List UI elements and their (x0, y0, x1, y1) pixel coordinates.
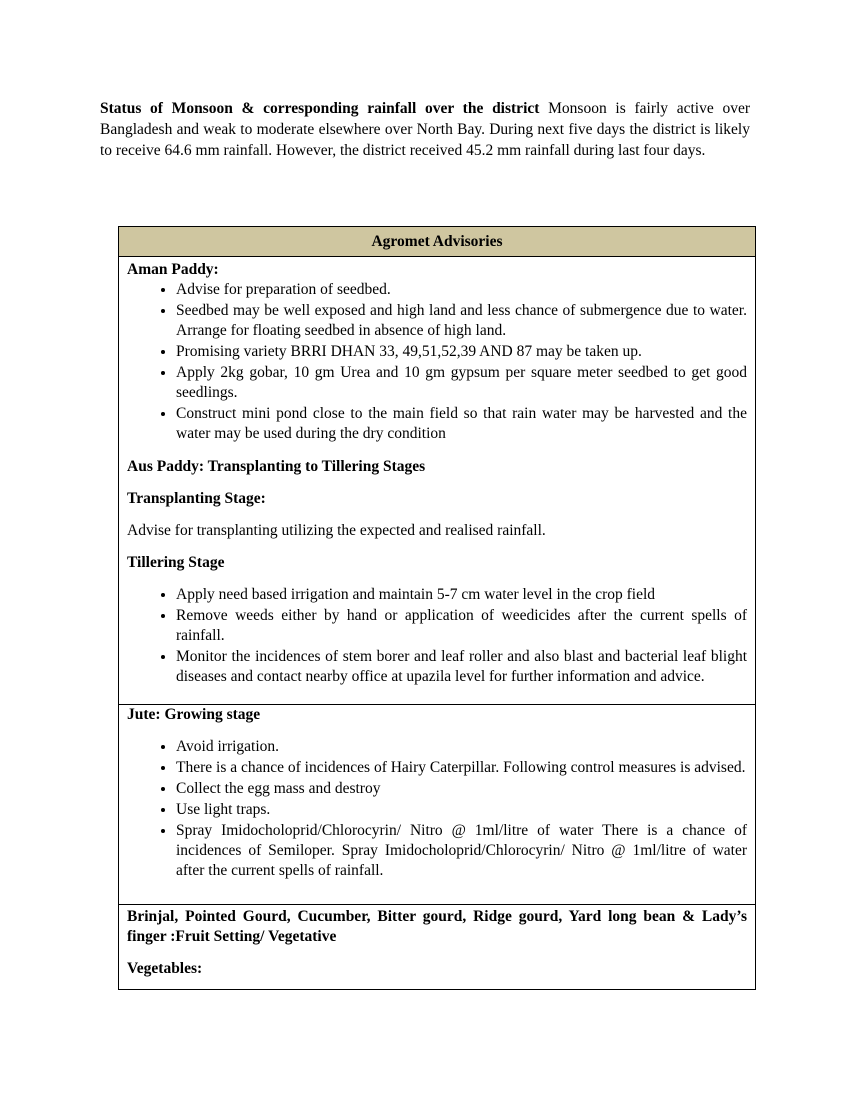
list-item: • Advise for preparation of seedbed. (176, 280, 747, 300)
list-item: • Use light traps. (176, 800, 747, 820)
monsoon-status-text: Monsoon is fairly active over Bangladesh and weak to moderate elsewhere over North Bay. During next five days the district is likely to receive 64.6 mm rainfall. However, the district received 45.2 mm rainfall during last four days. (100, 100, 751, 159)
monsoon-status-lead: Status of Monsoon & corresponding rainfall over the district (100, 100, 540, 117)
list-item: • Monitor the incidences of stem borer and leaf roller and also blast and bacterial leaf blight diseases and contact nearby office at upazila level for further information and advice. (176, 647, 747, 687)
list-item: • Collect the egg mass and destroy (176, 779, 747, 799)
tillering-stage-title: Tillering Stage (127, 554, 225, 571)
aus-paddy-title: Aus Paddy: Transplanting to Tillering Stages (127, 458, 426, 475)
vegetables-subtitle: Vegetables: (127, 960, 203, 977)
list-item: • There is a chance of incidences of Hairy Caterpillar. Following control measures is advised. (176, 758, 747, 778)
aman-paddy-list (127, 280, 747, 444)
list-item: • Construct mini pond close to the main field so that rain water may be harvested and the water may be used during the dry condition (176, 404, 747, 444)
aman-paddy-title: Aman Paddy: (127, 261, 219, 278)
table-header: Agromet Advisories (119, 227, 756, 257)
monsoon-status-paragraph (100, 98, 750, 161)
list-item: • Avoid irrigation. (176, 737, 747, 757)
jute-list (127, 737, 747, 881)
section-jute (119, 705, 756, 905)
transplanting-stage-text: Advise for transplanting utilizing the expected and realised rainfall. (127, 522, 546, 539)
tillering-stage-list (127, 585, 747, 687)
jute-title: Jute: Growing stage (127, 706, 261, 723)
transplanting-stage-title: Transplanting Stage: (127, 490, 266, 507)
section-aman-paddy (119, 257, 756, 705)
list-item: • Promising variety BRRI DHAN 33, 49,51,52,39 AND 87 may be taken up. (176, 342, 747, 362)
agromet-advisories-table (118, 226, 756, 990)
list-item: • Apply need based irrigation and maintain 5-7 cm water level in the crop field (176, 585, 747, 605)
section-vegetables (119, 905, 756, 990)
vegetables-crops-title: Brinjal, Pointed Gourd, Cucumber, Bitter gourd, Ridge gourd, Yard long bean & Lady’s finger :Fruit Setting/ Vegetative (127, 908, 747, 945)
list-item: • Apply 2kg gobar, 10 gm Urea and 10 gm gypsum per square meter seedbed to get good seedlings. (176, 363, 747, 403)
list-item: • Remove weeds either by hand or application of weedicides after the current spells of rainfall. (176, 606, 747, 646)
list-item: • Seedbed may be well exposed and high land and less chance of submergence due to water. Arrange for floating seedbed in absence of high land. (176, 301, 747, 341)
list-item: • Spray Imidocholoprid/Chlorocyrin/ Nitro @ 1ml/litre of water There is a chance of incidences of Semiloper. Spray Imidocholoprid/Chlorocyrin/ Nitro @ 1ml/litre of water after the current spells of rainfall. (176, 821, 747, 881)
